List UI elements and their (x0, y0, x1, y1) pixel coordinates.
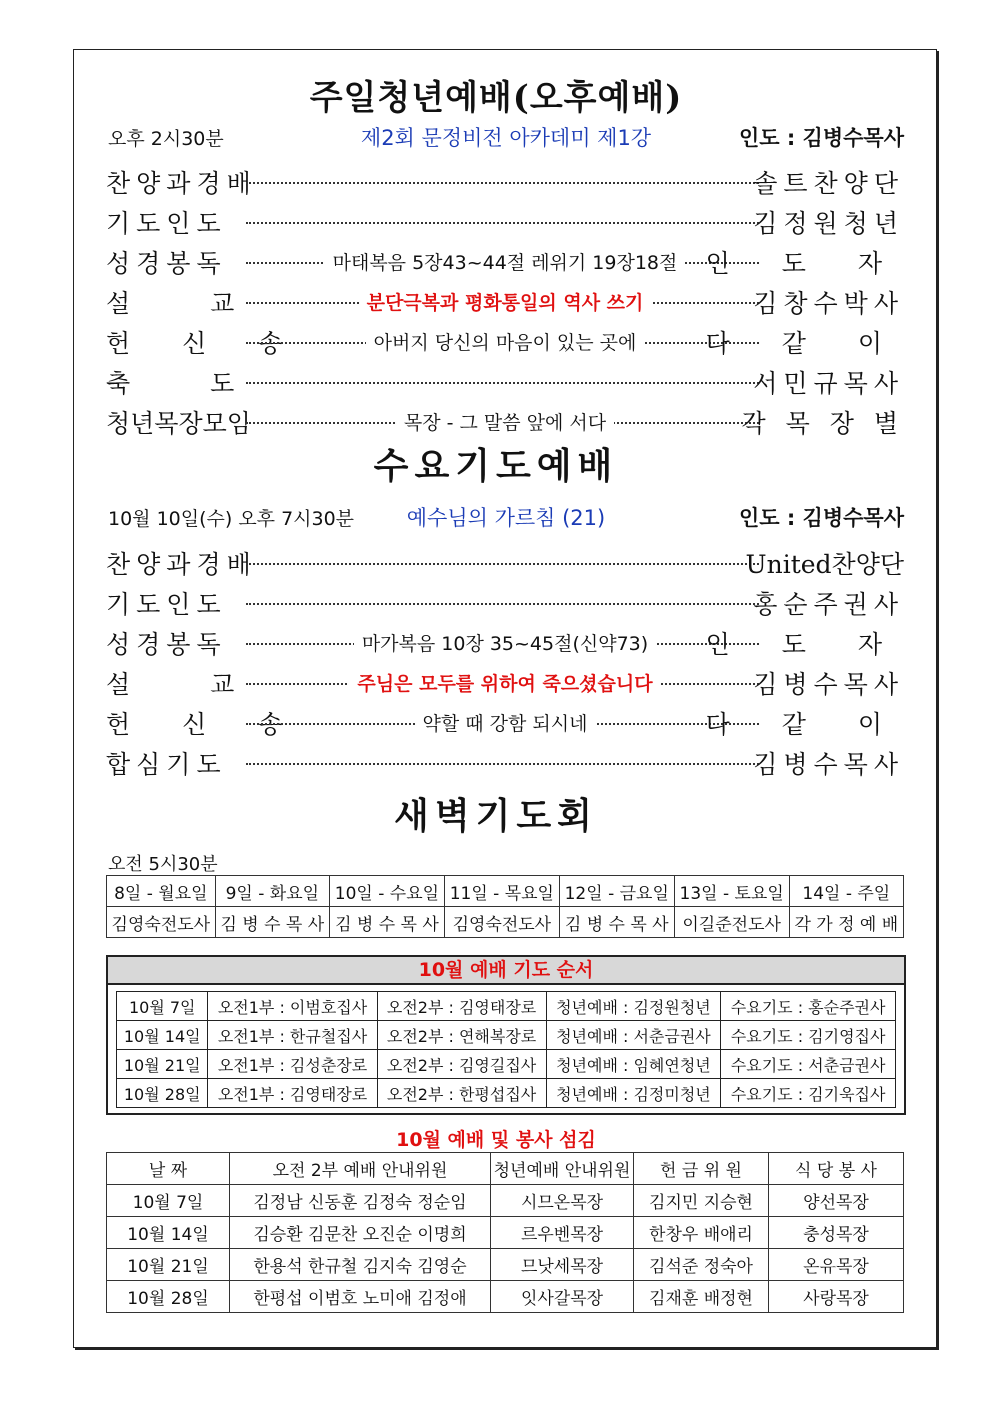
table-row (117, 1079, 896, 1108)
table-cell: 오전1부 : 이범호집사 (208, 992, 377, 1021)
table-cell: 10월 7일 (107, 1185, 230, 1217)
table-cell: 10월 14일 (117, 1021, 208, 1050)
order-content: 아버지 당신의 마음이 있는 곳에 (366, 332, 645, 354)
table-row (117, 992, 896, 1021)
table-cell: 수요기도 : 홍순주권사 (721, 992, 896, 1021)
order-label: 설 교 (106, 289, 271, 318)
table-cell: 양선목장 (769, 1185, 904, 1217)
table-cell: 한용석 한규철 김지숙 김영순 (230, 1249, 491, 1281)
order-person: 다 같 이 (705, 710, 904, 739)
order-person: 인 도 자 (705, 630, 904, 659)
table-cell: 10월 21일 (107, 1249, 230, 1281)
table-cell: 수요기도 : 서춘금권사 (721, 1050, 896, 1079)
table-row (117, 1021, 896, 1050)
order-label: 축 도 (106, 369, 271, 398)
dawn-day: 12일 - 금요일 (559, 876, 674, 907)
dawn-day: 9일 - 화요일 (215, 876, 329, 907)
dawn-day: 13일 - 토요일 (674, 876, 789, 907)
dawn-days-row (107, 876, 904, 907)
wednesday-title: 수요기도예배 (373, 445, 619, 487)
dawn-leader: 김영숙전도사 (107, 907, 216, 938)
dot-leader (246, 603, 759, 605)
order-row (106, 284, 904, 320)
order-row (106, 324, 904, 360)
table-header-row (107, 1153, 904, 1185)
table-row (117, 1050, 896, 1079)
dawn-leader: 이길준전도사 (674, 907, 789, 938)
order-label: 성경봉독 (106, 630, 227, 659)
table-cell: 므낫세목장 (491, 1249, 634, 1281)
table-cell: 오전2부 : 연해복장로 (377, 1021, 546, 1050)
order-row (106, 364, 904, 400)
table-header: 헌 금 위 원 (634, 1153, 769, 1185)
table-cell: 오전2부 : 김영길집사 (377, 1050, 546, 1079)
table-cell: 10월 21일 (117, 1050, 208, 1079)
order-label: 찬양과경배 (106, 169, 257, 198)
dawn-day: 14일 - 주일 (789, 876, 903, 907)
sermon-title: 주님은 모두를 위하여 죽으셨습니다 (349, 673, 660, 695)
dawn-leader: 김 병 수 목 사 (215, 907, 329, 938)
table-cell: 김승환 김문찬 오진순 이명희 (230, 1217, 491, 1249)
table-cell: 10월 14일 (107, 1217, 230, 1249)
table-cell: 온유목장 (769, 1249, 904, 1281)
order-row (106, 665, 904, 701)
prayer-order-table (116, 991, 896, 1108)
order-row (106, 545, 904, 581)
wednesday-leader: 인도 : 김병수목사 (738, 506, 904, 530)
order-label: 기도인도 (106, 209, 227, 238)
order-person: 김창수박사 (753, 289, 904, 318)
order-person: United찬양단 (745, 550, 904, 579)
prayer-order-title: 10월 예배 기도 순서 (108, 957, 904, 985)
order-label: 찬양과경배 (106, 550, 257, 579)
table-cell: 충성목장 (769, 1217, 904, 1249)
table-cell: 10월 28일 (117, 1079, 208, 1108)
order-label: 설 교 (106, 670, 271, 699)
table-cell: 한평섭 이범호 노미애 김정애 (230, 1281, 491, 1313)
table-cell: 청년예배 : 김정원청년 (546, 992, 721, 1021)
order-person: 홍순주권사 (753, 590, 904, 619)
order-row (106, 705, 904, 741)
order-content: 마가복음 10장 35~45절(신약73) (354, 633, 656, 655)
prayer-order-box (106, 955, 906, 1115)
table-row (107, 1217, 904, 1249)
dawn-title: 새벽기도회 (394, 795, 598, 837)
dawn-day: 11일 - 목요일 (444, 876, 559, 907)
dot-leader (246, 182, 759, 184)
dot-leader (246, 382, 759, 384)
dawn-day: 8일 - 월요일 (107, 876, 216, 907)
order-row (106, 404, 904, 440)
table-header: 오전 2부 예배 안내위원 (230, 1153, 491, 1185)
table-cell: 10월 7일 (117, 992, 208, 1021)
order-label: 성경봉독 (106, 249, 227, 278)
wednesday-info (108, 500, 904, 530)
table-cell: 수요기도 : 김기영집사 (721, 1021, 896, 1050)
dot-leader (246, 222, 759, 224)
table-header: 청년예배 안내위원 (491, 1153, 634, 1185)
order-label: 청년목장모임 (106, 409, 251, 438)
order-person: 인 도 자 (705, 249, 904, 278)
order-person: 다 같 이 (705, 329, 904, 358)
sunday-leader: 인도 : 김병수목사 (738, 126, 904, 150)
order-row (106, 745, 904, 781)
table-cell: 오전1부 : 김영태장로 (208, 1079, 377, 1108)
table-cell: 한창우 배애리 (634, 1217, 769, 1249)
order-row (106, 204, 904, 240)
table-cell: 오전2부 : 김영태장로 (377, 992, 546, 1021)
table-cell: 오전1부 : 한규철집사 (208, 1021, 377, 1050)
sunday-info (108, 120, 904, 150)
dawn-table (106, 875, 904, 938)
sermon-title: 분단극복과 평화통일의 역사 쓰기 (359, 292, 652, 314)
order-row (106, 585, 904, 621)
table-cell: 김정남 신동훈 김정숙 정순임 (230, 1185, 491, 1217)
service-title: 10월 예배 및 봉사 섬김 (396, 1129, 596, 1151)
order-person: 김병수목사 (753, 670, 904, 699)
table-header: 날 짜 (107, 1153, 230, 1185)
dawn-time: 오전 5시30분 (108, 854, 218, 875)
order-content: 마태복음 5장43~44절 레위기 19장18절 (325, 252, 686, 274)
service-table (106, 1152, 904, 1313)
order-row (106, 244, 904, 280)
sunday-theme: 제2회 문정비전 아카데미 제1강 (360, 126, 652, 150)
dawn-day: 10일 - 수요일 (329, 876, 444, 907)
order-row (106, 625, 904, 661)
table-cell: 잇사갈목장 (491, 1281, 634, 1313)
sunday-time: 오후 2시30분 (108, 128, 224, 150)
order-label: 헌 신 송 (106, 329, 305, 358)
order-person: 서민규목사 (753, 369, 904, 398)
table-cell: 청년예배 : 임혜연청년 (546, 1050, 721, 1079)
table-cell: 사랑목장 (769, 1281, 904, 1313)
table-cell: 수요기도 : 김기욱집사 (721, 1079, 896, 1108)
table-cell: 10월 28일 (107, 1281, 230, 1313)
table-cell: 김석준 정숙아 (634, 1249, 769, 1281)
table-cell: 청년예배 : 김정미청년 (546, 1079, 721, 1108)
order-label: 헌 신 송 (106, 710, 305, 739)
order-person: 김병수목사 (753, 750, 904, 779)
order-row (106, 164, 904, 200)
sunday-title: 주일청년예배(오후예배) (309, 78, 683, 118)
table-cell: 청년예배 : 서춘금권사 (546, 1021, 721, 1050)
dot-leader (246, 563, 759, 565)
table-header: 식 당 봉 사 (769, 1153, 904, 1185)
order-label: 합심기도 (106, 750, 227, 779)
order-content: 약할 때 강함 되시네 (415, 713, 596, 735)
table-cell: 김재훈 배정현 (634, 1281, 769, 1313)
table-cell: 오전2부 : 한평섭집사 (377, 1079, 546, 1108)
order-person: 솔트찬양단 (753, 169, 904, 198)
dawn-leaders-row (107, 907, 904, 938)
table-cell: 김지민 지승현 (634, 1185, 769, 1217)
table-cell: 르우벤목장 (491, 1217, 634, 1249)
dawn-leader: 각 가 정 예 배 (789, 907, 903, 938)
table-cell: 시므온목장 (491, 1185, 634, 1217)
order-content: 목장 - 그 말씀 앞에 서다 (396, 412, 614, 434)
table-row (107, 1185, 904, 1217)
dawn-leader: 김영숙전도사 (444, 907, 559, 938)
dawn-leader: 김 병 수 목 사 (329, 907, 444, 938)
table-cell: 오전1부 : 김성춘장로 (208, 1050, 377, 1079)
table-row (107, 1249, 904, 1281)
dot-leader (246, 763, 759, 765)
wednesday-time: 10월 10일(수) 오후 7시30분 (108, 508, 355, 530)
order-person: 각 목 장 별 (741, 409, 904, 438)
wednesday-theme: 예수님의 가르침 (21) (406, 506, 606, 530)
order-person: 김정원청년 (753, 209, 904, 238)
table-row (107, 1281, 904, 1313)
dawn-leader: 김 병 수 목 사 (559, 907, 674, 938)
order-label: 기도인도 (106, 590, 227, 619)
